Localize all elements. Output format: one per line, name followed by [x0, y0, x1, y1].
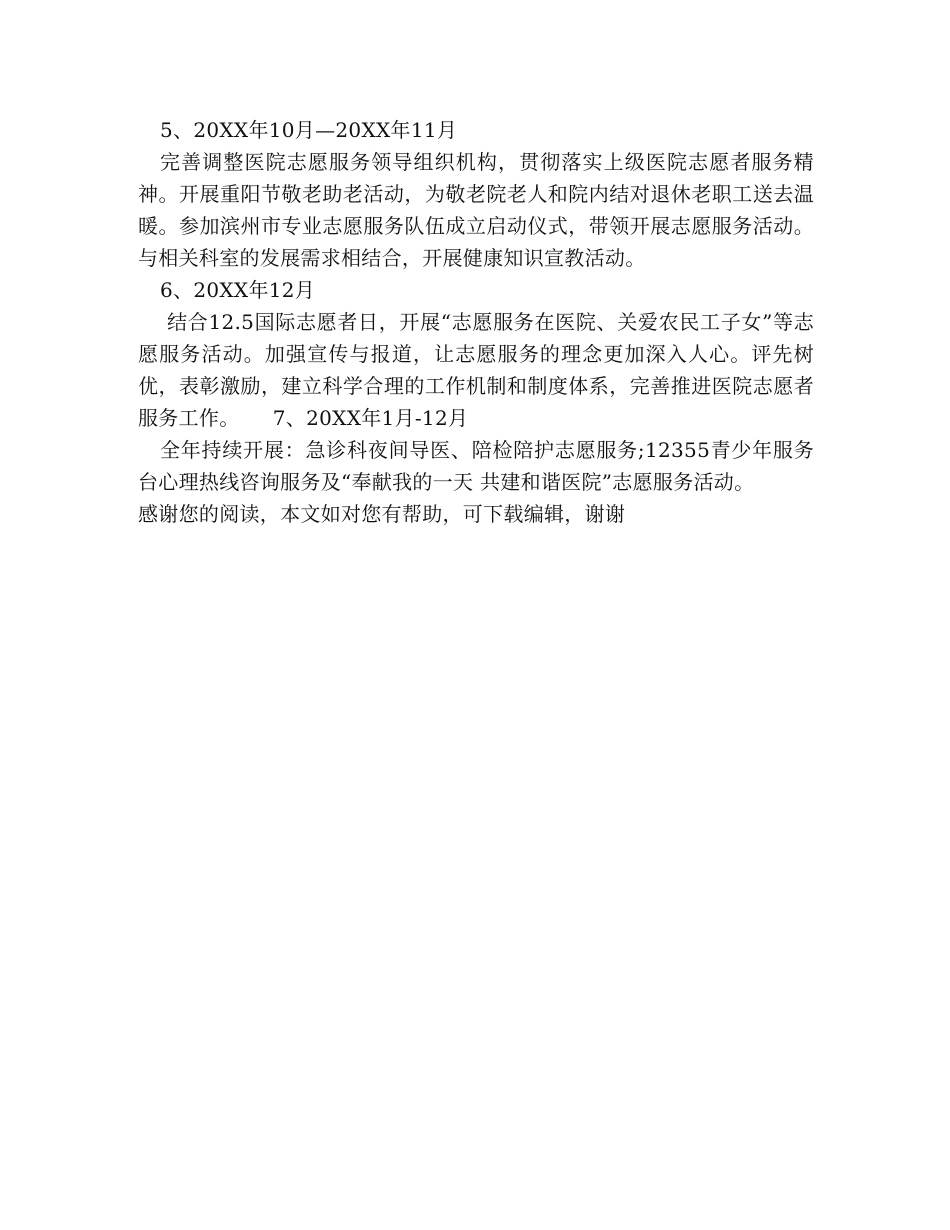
section-heading-6: 6、20XX年12月 — [160, 278, 316, 302]
section-paragraph-6: 结合12.5国际志愿者日，开展“志愿服务在医院、关爱农民工子女”等志愿服务活动。加强宣传与报道，让志愿服务的理念更加深入人心。评先树优，表彰激励，建立科学合理的工作机制和制度体系，完善推进医院志愿者服务工作。 7、20XX年1月-12月 — [138, 310, 814, 430]
section-paragraph-5: 完善调整医院志愿服务领导组织机构，贯彻落实上级医院志愿者服务精神。开展重阳节敬老助老活动，为敬老院老人和院内结对退休老职工送去温暖。参加滨州市专业志愿服务队伍成立启动仪式，带领开展志愿服务活动。与相关科室的发展需求相结合，开展健康知识宣教活动。 — [138, 150, 814, 270]
closing-note: 感谢您的阅读，本文如对您有帮助，可下载编辑，谢谢 — [138, 502, 626, 526]
document-body — [138, 114, 814, 530]
section-heading-5: 5、20XX年10月—20XX年11月 — [160, 118, 458, 142]
section-paragraph-7: 全年持续开展：急诊科夜间导医、陪检陪护志愿服务;12355青少年服务台心理热线咨询服务及“奉献我的一天 共建和谐医院”志愿服务活动。 — [138, 438, 814, 494]
